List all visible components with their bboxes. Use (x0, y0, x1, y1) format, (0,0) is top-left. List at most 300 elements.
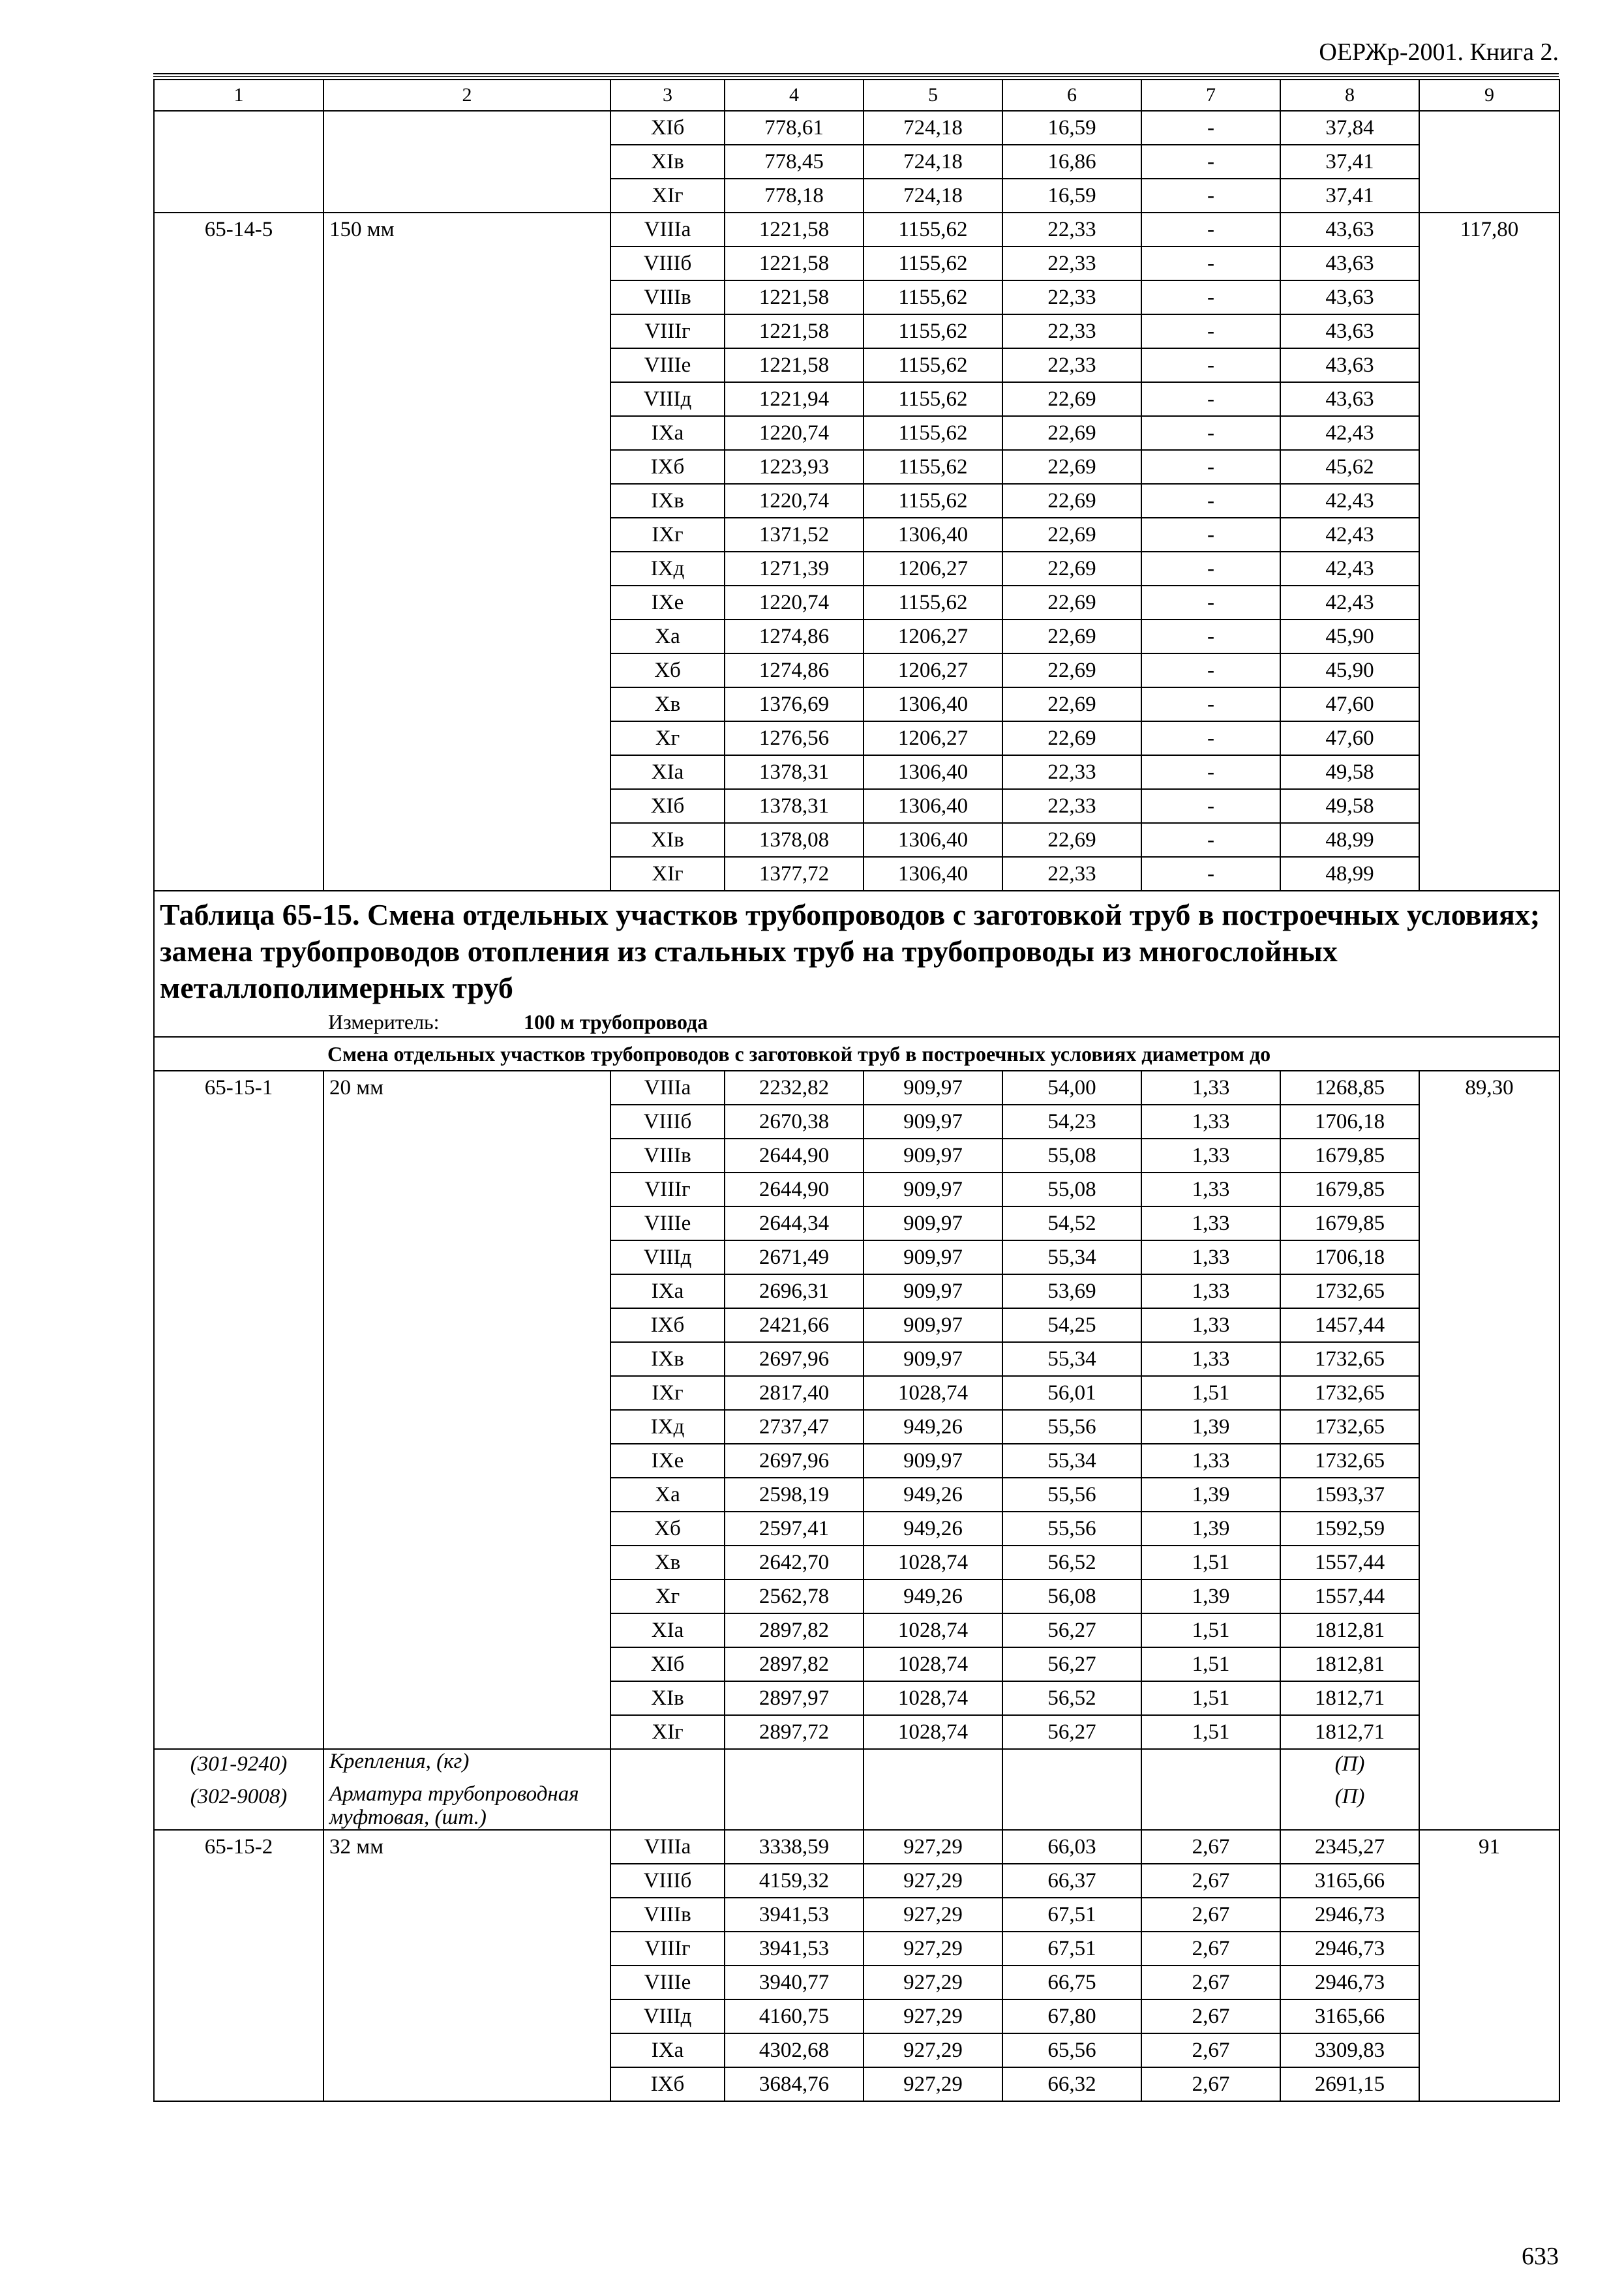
zone-cell: IXа (610, 2033, 725, 2067)
value-cell: 56,01 (1002, 1376, 1141, 1410)
value-cell: 1,33 (1141, 1105, 1280, 1139)
value-cell: 949,26 (864, 1410, 1002, 1444)
value-cell: 1306,40 (864, 755, 1002, 789)
value-cell: 54,23 (1002, 1105, 1141, 1139)
zone-cell: VIIIб (610, 1864, 725, 1898)
value-cell: 1378,31 (725, 789, 864, 823)
zone-cell: IXа (610, 1274, 725, 1308)
value-cell: 2697,96 (725, 1342, 864, 1376)
zone-cell: IXб (610, 1308, 725, 1342)
value-cell: 43,63 (1280, 247, 1419, 280)
value-cell: 66,03 (1002, 1830, 1141, 1864)
zone-cell: VIIIа (610, 213, 725, 247)
value-cell: 927,29 (864, 1932, 1002, 1966)
rate-code: 65-15-2 (154, 1830, 323, 2101)
value-cell: 49,58 (1280, 789, 1419, 823)
value-cell: 1,51 (1141, 1715, 1280, 1749)
value-cell: 1306,40 (864, 518, 1002, 552)
resource-marker: (П) (1280, 1782, 1419, 1830)
value-cell: 3165,66 (1280, 1999, 1419, 2033)
resource-marker: (П) (1280, 1749, 1419, 1782)
table-title: Таблица 65-15. Смена отдельных участков трубопроводов с заготовкой труб в построечных условиях; замена трубопроводов отопления из стальных труб на трубопроводы из многослойных металлополимерных труб (160, 898, 1541, 1004)
value-cell: 43,63 (1280, 314, 1419, 348)
zone-cell: IXг (610, 1376, 725, 1410)
value-cell: 48,99 (1280, 823, 1419, 857)
value-cell: 1,39 (1141, 1478, 1280, 1512)
value-cell: 37,41 (1280, 179, 1419, 213)
rate-name (323, 111, 610, 213)
value-cell: 1812,81 (1280, 1613, 1419, 1647)
value-cell: 1028,74 (864, 1715, 1002, 1749)
value-cell: 1,33 (1141, 1173, 1280, 1206)
value-cell: 1221,58 (725, 314, 864, 348)
value-cell: 1274,86 (725, 653, 864, 687)
value-cell: 724,18 (864, 111, 1002, 145)
resource-name: Арматура трубопроводная муфтовая, (шт.) (323, 1782, 610, 1830)
value-cell: 22,69 (1002, 450, 1141, 484)
value-cell: 43,63 (1280, 280, 1419, 314)
zone-cell: VIIIе (610, 348, 725, 382)
value-cell: 67,51 (1002, 1898, 1141, 1932)
value-cell: 1706,18 (1280, 1105, 1419, 1139)
value-cell: 66,37 (1002, 1864, 1141, 1898)
value-cell: 42,43 (1280, 586, 1419, 620)
value-cell: 55,34 (1002, 1240, 1141, 1274)
zone-cell: XIб (610, 789, 725, 823)
zone-cell: IXб (610, 2067, 725, 2101)
col9-value (1419, 111, 1559, 213)
value-cell: 2946,73 (1280, 1966, 1419, 1999)
value-cell: 2817,40 (725, 1376, 864, 1410)
zone-cell: XIв (610, 145, 725, 179)
value-cell: 22,33 (1002, 213, 1141, 247)
value-cell: 43,63 (1280, 213, 1419, 247)
value-cell: 22,33 (1002, 789, 1141, 823)
value-cell: - (1141, 247, 1280, 280)
value-cell: 1220,74 (725, 416, 864, 450)
value-cell: 1028,74 (864, 1613, 1002, 1647)
value-cell: 1,33 (1141, 1444, 1280, 1478)
value-cell: 22,33 (1002, 314, 1141, 348)
value-cell: 909,97 (864, 1139, 1002, 1173)
value-cell: 55,56 (1002, 1410, 1141, 1444)
value-cell: 1271,39 (725, 552, 864, 586)
zone-cell: VIIIв (610, 1139, 725, 1173)
value-cell: 909,97 (864, 1240, 1002, 1274)
value-cell: 2946,73 (1280, 1932, 1419, 1966)
value-cell: 22,69 (1002, 552, 1141, 586)
value-cell: 1732,65 (1280, 1274, 1419, 1308)
value-cell: 55,34 (1002, 1444, 1141, 1478)
value-cell: 22,69 (1002, 484, 1141, 518)
value-cell: 4159,32 (725, 1864, 864, 1898)
value-cell: - (1141, 145, 1280, 179)
value-cell: 1592,59 (1280, 1512, 1419, 1546)
empty-cell (1141, 1782, 1280, 1830)
value-cell: 1,33 (1141, 1274, 1280, 1308)
value-cell: 47,60 (1280, 721, 1419, 755)
value-cell: 1557,44 (1280, 1579, 1419, 1613)
value-cell: - (1141, 823, 1280, 857)
value-cell: 927,29 (864, 1999, 1002, 2033)
value-cell: 2,67 (1141, 2067, 1280, 2101)
value-cell: 1732,65 (1280, 1444, 1419, 1478)
value-cell: 1,33 (1141, 1240, 1280, 1274)
zone-cell: Xв (610, 687, 725, 721)
value-cell: 2897,72 (725, 1715, 864, 1749)
value-cell: 1276,56 (725, 721, 864, 755)
value-cell: 1155,62 (864, 280, 1002, 314)
zone-cell: XIа (610, 1613, 725, 1647)
value-cell: 2232,82 (725, 1071, 864, 1105)
page-number: 633 (1522, 2243, 1559, 2270)
zone-cell: Xг (610, 721, 725, 755)
value-cell: 56,52 (1002, 1546, 1141, 1579)
column-number: 2 (323, 80, 610, 111)
value-cell: 1377,72 (725, 857, 864, 891)
column-number-row (154, 80, 1559, 111)
rate-code (154, 111, 323, 213)
value-cell: 55,08 (1002, 1173, 1141, 1206)
value-cell: 22,69 (1002, 416, 1141, 450)
value-cell: 37,84 (1280, 111, 1419, 145)
value-cell: 1221,58 (725, 348, 864, 382)
note-row (154, 1782, 1559, 1830)
value-cell: 42,43 (1280, 484, 1419, 518)
value-cell: 909,97 (864, 1206, 1002, 1240)
value-cell: 22,69 (1002, 823, 1141, 857)
value-cell: 2,67 (1141, 1898, 1280, 1932)
value-cell: 1223,93 (725, 450, 864, 484)
resource-code: (301-9240) (154, 1749, 323, 1782)
value-cell: 1,39 (1141, 1410, 1280, 1444)
value-cell: 3941,53 (725, 1898, 864, 1932)
column-number: 9 (1419, 80, 1559, 111)
zone-cell: VIIIг (610, 1173, 725, 1206)
value-cell: 1,51 (1141, 1613, 1280, 1647)
value-cell: 1028,74 (864, 1376, 1002, 1410)
value-cell: 2,67 (1141, 1999, 1280, 2033)
zone-cell: XIб (610, 111, 725, 145)
value-cell: 48,99 (1280, 857, 1419, 891)
value-cell: 927,29 (864, 2033, 1002, 2067)
value-cell: 54,25 (1002, 1308, 1141, 1342)
zone-cell: IXд (610, 1410, 725, 1444)
note-row (154, 1749, 1559, 1782)
zone-cell: VIIIе (610, 1206, 725, 1240)
value-cell: 1,51 (1141, 1681, 1280, 1715)
value-cell: 927,29 (864, 1864, 1002, 1898)
value-cell: - (1141, 314, 1280, 348)
value-cell: 55,34 (1002, 1342, 1141, 1376)
value-cell: 909,97 (864, 1173, 1002, 1206)
zone-cell: XIв (610, 823, 725, 857)
measure-value: 100 м трубопровода (524, 1010, 708, 1034)
value-cell: 1732,65 (1280, 1342, 1419, 1376)
value-cell: 22,33 (1002, 247, 1141, 280)
value-cell: 1732,65 (1280, 1410, 1419, 1444)
column-number: 8 (1280, 80, 1419, 111)
value-cell: - (1141, 586, 1280, 620)
empty-cell (1141, 1749, 1280, 1782)
value-cell: 2696,31 (725, 1274, 864, 1308)
value-cell: - (1141, 755, 1280, 789)
zone-cell: VIIIа (610, 1830, 725, 1864)
value-cell: 1155,62 (864, 382, 1002, 416)
zone-cell: VIIIе (610, 1966, 725, 1999)
value-cell: 3684,76 (725, 2067, 864, 2101)
col9-value: 89,30 (1419, 1071, 1559, 1830)
value-cell: 909,97 (864, 1071, 1002, 1105)
value-cell: 56,52 (1002, 1681, 1141, 1715)
value-cell: 67,80 (1002, 1999, 1141, 2033)
column-number: 1 (154, 80, 323, 111)
value-cell: 2,67 (1141, 1830, 1280, 1864)
value-cell: - (1141, 620, 1280, 653)
table-row (154, 1071, 1559, 1105)
value-cell: 949,26 (864, 1579, 1002, 1613)
value-cell: 927,29 (864, 2067, 1002, 2101)
value-cell: 778,45 (725, 145, 864, 179)
value-cell: 56,27 (1002, 1715, 1141, 1749)
value-cell: 4160,75 (725, 1999, 864, 2033)
rates-table (153, 79, 1560, 2102)
value-cell: 22,33 (1002, 348, 1141, 382)
zone-cell: Xа (610, 620, 725, 653)
value-cell: 55,08 (1002, 1139, 1141, 1173)
value-cell: 778,18 (725, 179, 864, 213)
value-cell: 56,27 (1002, 1613, 1141, 1647)
value-cell: 1,51 (1141, 1647, 1280, 1681)
zone-cell: XIб (610, 1647, 725, 1681)
zone-cell: XIв (610, 1681, 725, 1715)
value-cell: - (1141, 280, 1280, 314)
value-cell: 22,33 (1002, 755, 1141, 789)
empty-cell (610, 1749, 725, 1782)
value-cell: 1155,62 (864, 314, 1002, 348)
value-cell: 1155,62 (864, 586, 1002, 620)
header-rule-thin (153, 76, 1559, 77)
value-cell: 724,18 (864, 145, 1002, 179)
value-cell: - (1141, 789, 1280, 823)
value-cell: 1306,40 (864, 687, 1002, 721)
value-cell: 1220,74 (725, 484, 864, 518)
value-cell: 56,27 (1002, 1647, 1141, 1681)
value-cell: 22,69 (1002, 518, 1141, 552)
value-cell: - (1141, 484, 1280, 518)
value-cell: 1,51 (1141, 1376, 1280, 1410)
value-cell: 2737,47 (725, 1410, 864, 1444)
value-cell: 778,61 (725, 111, 864, 145)
value-cell: 42,43 (1280, 518, 1419, 552)
column-number: 5 (864, 80, 1002, 111)
value-cell: 2,67 (1141, 1932, 1280, 1966)
empty-cell (1002, 1749, 1141, 1782)
rate-code: 65-15-1 (154, 1071, 323, 1749)
value-cell: 1220,74 (725, 586, 864, 620)
value-cell: 1221,58 (725, 247, 864, 280)
value-cell: - (1141, 721, 1280, 755)
value-cell: 2897,82 (725, 1647, 864, 1681)
value-cell: 2691,15 (1280, 2067, 1419, 2101)
value-cell: 45,90 (1280, 620, 1419, 653)
value-cell: 16,59 (1002, 111, 1141, 145)
value-cell: 1028,74 (864, 1681, 1002, 1715)
value-cell: 22,33 (1002, 857, 1141, 891)
zone-cell: IXб (610, 450, 725, 484)
value-cell: 1706,18 (1280, 1240, 1419, 1274)
value-cell: 949,26 (864, 1478, 1002, 1512)
value-cell: - (1141, 857, 1280, 891)
zone-cell: XIг (610, 1715, 725, 1749)
value-cell: 2671,49 (725, 1240, 864, 1274)
value-cell: 1,33 (1141, 1206, 1280, 1240)
value-cell: 1679,85 (1280, 1173, 1419, 1206)
value-cell: 42,43 (1280, 552, 1419, 586)
value-cell: 1,33 (1141, 1308, 1280, 1342)
empty-cell (864, 1749, 1002, 1782)
value-cell: 1155,62 (864, 416, 1002, 450)
value-cell: 724,18 (864, 179, 1002, 213)
table-row (154, 213, 1559, 247)
value-cell: - (1141, 382, 1280, 416)
value-cell: 16,59 (1002, 179, 1141, 213)
value-cell: 1376,69 (725, 687, 864, 721)
table-row (154, 1830, 1559, 1864)
value-cell: 1155,62 (864, 484, 1002, 518)
value-cell: 1221,94 (725, 382, 864, 416)
value-cell: 1812,71 (1280, 1715, 1419, 1749)
table-title-cell (154, 891, 1559, 1037)
value-cell: 1,39 (1141, 1579, 1280, 1613)
value-cell: 54,00 (1002, 1071, 1141, 1105)
zone-cell: VIIIа (610, 1071, 725, 1105)
value-cell: 67,51 (1002, 1932, 1141, 1966)
value-cell: - (1141, 111, 1280, 145)
value-cell: 55,56 (1002, 1478, 1141, 1512)
rate-name: 20 мм (323, 1071, 610, 1749)
value-cell: 1221,58 (725, 213, 864, 247)
zone-cell: XIа (610, 755, 725, 789)
zone-cell: VIIIд (610, 1240, 725, 1274)
value-cell: 2644,90 (725, 1139, 864, 1173)
value-cell: 4302,68 (725, 2033, 864, 2067)
value-cell: - (1141, 552, 1280, 586)
value-cell: 909,97 (864, 1444, 1002, 1478)
empty-cell (1002, 1782, 1141, 1830)
zone-cell: XIг (610, 857, 725, 891)
rate-code: 65-14-5 (154, 213, 323, 891)
value-cell: 2,67 (1141, 1864, 1280, 1898)
value-cell: 1206,27 (864, 721, 1002, 755)
value-cell: 1378,08 (725, 823, 864, 857)
value-cell: - (1141, 179, 1280, 213)
value-cell: 927,29 (864, 1898, 1002, 1932)
value-cell: 2644,90 (725, 1173, 864, 1206)
zone-cell: IXд (610, 552, 725, 586)
value-cell: 2,67 (1141, 1966, 1280, 1999)
value-cell: 2897,97 (725, 1681, 864, 1715)
value-cell: 909,97 (864, 1274, 1002, 1308)
zone-cell: Xб (610, 1512, 725, 1546)
zone-cell: VIIIд (610, 1999, 725, 2033)
value-cell: 1306,40 (864, 789, 1002, 823)
value-cell: 1732,65 (1280, 1376, 1419, 1410)
value-cell: 1,51 (1141, 1546, 1280, 1579)
value-cell: 22,33 (1002, 280, 1141, 314)
value-cell: 1206,27 (864, 620, 1002, 653)
zone-cell: VIIIв (610, 1898, 725, 1932)
value-cell: 22,69 (1002, 382, 1141, 416)
value-cell: 2421,66 (725, 1308, 864, 1342)
value-cell: 2562,78 (725, 1579, 864, 1613)
value-cell: 1274,86 (725, 620, 864, 653)
zone-cell: Xб (610, 653, 725, 687)
value-cell: 1206,27 (864, 552, 1002, 586)
zone-cell: VIIIб (610, 247, 725, 280)
value-cell: 3941,53 (725, 1932, 864, 1966)
rate-name: 150 мм (323, 213, 610, 891)
value-cell: 49,58 (1280, 755, 1419, 789)
measure-row (160, 1008, 1554, 1036)
value-cell: 1457,44 (1280, 1308, 1419, 1342)
value-cell: 22,69 (1002, 620, 1141, 653)
value-cell: 66,32 (1002, 2067, 1141, 2101)
value-cell: 42,43 (1280, 416, 1419, 450)
empty-cell (725, 1782, 864, 1830)
value-cell: - (1141, 450, 1280, 484)
value-cell: 3940,77 (725, 1966, 864, 1999)
value-cell: 1221,58 (725, 280, 864, 314)
value-cell: 2946,73 (1280, 1898, 1419, 1932)
value-cell: 22,69 (1002, 721, 1141, 755)
value-cell: 2,67 (1141, 2033, 1280, 2067)
col9-value: 117,80 (1419, 213, 1559, 891)
value-cell: 909,97 (864, 1342, 1002, 1376)
column-number: 4 (725, 80, 864, 111)
value-cell: 37,41 (1280, 145, 1419, 179)
value-cell: 43,63 (1280, 348, 1419, 382)
zone-cell: VIIIг (610, 1932, 725, 1966)
value-cell: - (1141, 518, 1280, 552)
value-cell: 45,90 (1280, 653, 1419, 687)
value-cell: 22,69 (1002, 586, 1141, 620)
value-cell: 2644,34 (725, 1206, 864, 1240)
header-rule (153, 73, 1559, 74)
value-cell: 2670,38 (725, 1105, 864, 1139)
table-title-row (154, 891, 1559, 1037)
value-cell: 927,29 (864, 1966, 1002, 1999)
value-cell: 927,29 (864, 1830, 1002, 1864)
value-cell: - (1141, 687, 1280, 721)
rate-name: 32 мм (323, 1830, 610, 2101)
value-cell: 1155,62 (864, 450, 1002, 484)
measure-label: Измеритель: (328, 1010, 440, 1034)
value-cell: - (1141, 416, 1280, 450)
value-cell: 1,33 (1141, 1342, 1280, 1376)
zone-cell: IXе (610, 1444, 725, 1478)
value-cell: 1028,74 (864, 1647, 1002, 1681)
value-cell: 949,26 (864, 1512, 1002, 1546)
column-number: 3 (610, 80, 725, 111)
value-cell: 1,33 (1141, 1139, 1280, 1173)
value-cell: 3309,83 (1280, 2033, 1419, 2067)
value-cell: 47,60 (1280, 687, 1419, 721)
empty-cell (725, 1749, 864, 1782)
value-cell: 2697,96 (725, 1444, 864, 1478)
value-cell: 2597,41 (725, 1512, 864, 1546)
value-cell: - (1141, 348, 1280, 382)
